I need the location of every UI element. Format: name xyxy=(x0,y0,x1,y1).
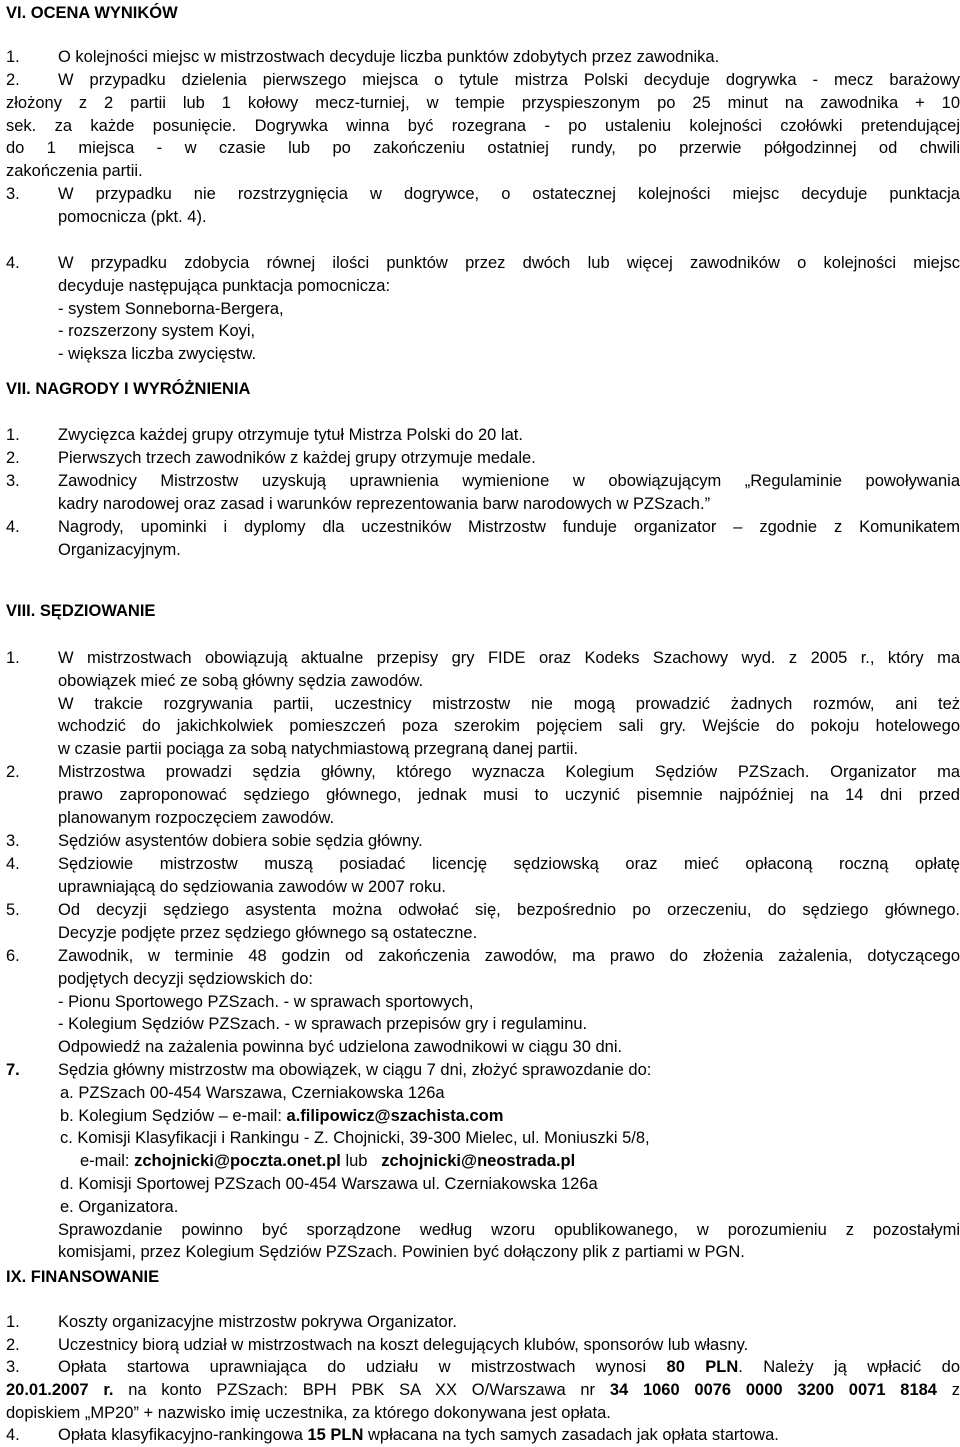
item-text-line: kadry narodowej oraz zasad i warunków reprezentowania barw narodowych w PZSzach.” xyxy=(58,494,711,513)
item-text-line: Mistrzostwa prowadzi sędzia główny, którego wyznacza Kolegium Sędziów PZSzach. Organizator ma xyxy=(58,763,960,781)
item-number: 1. xyxy=(6,649,20,667)
fee-text: wpłacana na tych samych zasadach jak opłata startowa. xyxy=(363,1426,779,1444)
list-item-7-3 xyxy=(6,470,960,516)
list-item-6-1 xyxy=(6,46,960,69)
item-text-line: W przypadku zdobycia równej ilości punktów przez dwóch lub więcej zawodników o kolejności miejsc xyxy=(58,254,960,272)
recipient-e: e. Organizatora. xyxy=(60,1197,179,1216)
item-text-line: - system Sonneborna-Bergera, xyxy=(58,299,284,318)
list-item-9-4 xyxy=(6,1424,960,1447)
list-item-9-3 xyxy=(6,1356,960,1424)
fee-amount: 80 PLN xyxy=(666,1358,739,1376)
item-text-line: Sędzia główny mistrzostw ma obowiązek, w ciągu 7 dni, złożyć sprawozdanie do: xyxy=(58,1061,652,1079)
list-item-9-2 xyxy=(6,1334,960,1357)
item-text-line: Decyzje podjęte przez sędziego głównego są ostateczne. xyxy=(58,923,478,942)
section-heading-9: IX. FINANSOWANIE xyxy=(6,1268,160,1286)
item-text-line: podjętych decyzji sędziowskich do: xyxy=(58,969,313,988)
fee-text: Opłata klasyfikacyjno-rankingowa xyxy=(58,1426,308,1444)
list-item-9-1 xyxy=(6,1311,960,1334)
list-item-6-2 xyxy=(6,69,960,183)
item-text-line: W mistrzostwach obowiązują aktualne przepisy gry FIDE oraz Kodeks Szachowy wyd. z 2005 r., który ma xyxy=(58,649,960,667)
item-number: 5. xyxy=(6,901,20,919)
item-text-line: Nagrody, upominki i dyplomy dla uczestników Mistrzostw funduje organizator – zgodnie z Komunikatem xyxy=(58,518,960,536)
fee-text: Opłata startowa uprawniająca do udziału w mistrzostwach wynosi xyxy=(58,1358,667,1376)
or-text: lub xyxy=(340,1152,382,1171)
item-number: 4. xyxy=(6,518,20,536)
item-text-line: zakończenia partii. xyxy=(6,162,143,181)
item-text-line: obowiązek mieć ze sobą główny sędzia zawodów. xyxy=(58,671,424,690)
list-item-7-2 xyxy=(6,447,960,470)
item-number: 2. xyxy=(6,449,20,467)
item-number: 4. xyxy=(6,855,20,873)
item-text-line: uprawniającą do sędziowania zawodów w 2007 roku. xyxy=(58,877,446,896)
item-text-line: Zawodnicy Mistrzostw uzyskują uprawnienia wymienione w obowiązującym „Regulaminie powoływania xyxy=(58,472,960,490)
item-number: 2. xyxy=(6,763,20,781)
recipient-a: a. PZSzach 00-454 Warszawa, Czerniakowska 126a xyxy=(60,1083,445,1102)
item-text-line: - Kolegium Sędziów PZSzach. - w sprawach przepisów gry i regulaminu. xyxy=(58,1015,588,1034)
item-text: O kolejności miejsc w mistrzostwach decyduje liczba punktów zdobytych przez zawodnika. xyxy=(58,48,720,66)
item-number: 7. xyxy=(6,1061,20,1079)
list-item-6-3 xyxy=(6,183,960,229)
email-link[interactable]: zchojnicki@neostrada.pl xyxy=(381,1152,576,1171)
item-text-line: do 1 miejsca - w czasie lub po zakończeniu ostatniej rundy, po przerwie półgodzinnej od chwili xyxy=(6,139,960,158)
item-text-line: prawo zaproponować sędziego głównego, jednak musi to uczynić pisemnie najpóźniej na 14 dni przed xyxy=(58,785,960,804)
section-heading-7: VII. NAGRODY I WYRÓŻNIENIA xyxy=(6,380,251,398)
item-text-line xyxy=(6,1379,960,1402)
recipient-b xyxy=(58,1105,960,1128)
item-text-line: Zawodnik, w terminie 48 godzin od zakończenia zawodów, ma prawo do złożenia zażalenia, dotyczącego xyxy=(58,947,960,965)
section-heading-6: VI. OCENA WYNIKÓW xyxy=(6,4,178,22)
item-text: Koszty organizacyjne mistrzostw pokrywa Organizator. xyxy=(58,1313,457,1331)
account-text: na konto PZSzach: BPH PBK SA XX O/Warszawa nr xyxy=(113,1380,610,1399)
section-heading-8: VIII. SĘDZIOWANIE xyxy=(6,602,156,620)
item-number: 1. xyxy=(6,1313,20,1331)
fee-text: . Należy ją wpłacić do xyxy=(738,1358,960,1376)
item-text-line xyxy=(58,1356,960,1379)
item-text-line: W przypadku nie rozstrzygnięcia w dogrywce, o ostatecznej kolejności miejsc decyduje punktacja xyxy=(58,185,960,203)
list-item-8-1 xyxy=(6,647,960,761)
item-text-line: Sprawozdanie powinno być sporządzone według wzoru opublikowanego, w porozumieniu z pozostałymi xyxy=(58,1220,960,1239)
item-number: 4. xyxy=(6,1426,20,1444)
list-item-8-3 xyxy=(6,830,960,853)
item-number: 3. xyxy=(6,832,20,850)
fee-amount: 15 PLN xyxy=(307,1426,364,1444)
item-number: 1. xyxy=(6,48,20,66)
email-link[interactable]: a.filipowicz@szachista.com xyxy=(286,1106,504,1125)
email-label: e-mail: xyxy=(80,1152,135,1171)
item-text-line: Sędziowie mistrzostw muszą posiadać licencję sędziowską oraz mieć opłaconą roczną opłatę xyxy=(58,855,960,873)
item-text-line: - Pionu Sportowego PZSzach. - w sprawach sportowych, xyxy=(58,992,474,1011)
recipient-d: d. Komisji Sportowej PZSzach 00-454 Warszawa ul. Czerniakowska 126a xyxy=(60,1174,598,1193)
item-text-line: komisjami, przez Kolegium Sędziów PZSzach. Powinien być dołączony plik z partiami w PGN. xyxy=(58,1243,745,1262)
item-text-line: Organizacyjnym. xyxy=(58,540,181,559)
item-text-line: w czasie partii pociąga za sobą natychmiastową przegraną danej partii. xyxy=(58,740,579,759)
list-item-8-5 xyxy=(6,899,960,945)
item-text-line: dopiskiem „MP20” + nazwisko imię uczestnika, za którego dokonywana jest opłata. xyxy=(6,1403,611,1422)
item-text-line: - rozszerzony system Koyi, xyxy=(58,322,256,341)
item-text-line: wchodzić do jakichkolwiek pomieszczeń poza szerokim pojęciem sali gry. Wejście do pokoju hotelowego xyxy=(58,717,960,736)
account-number: 34 1060 0076 0000 3200 0071 8184 xyxy=(609,1380,937,1399)
recipient-c: c. Komisji Klasyfikacji i Rankingu - Z. Chojnicki, 39-300 Mielec, ul. Moniuszki 5/8, xyxy=(60,1129,650,1148)
item-text-line: planowanym rozpoczęciem zawodów. xyxy=(58,808,335,827)
item-number: 3. xyxy=(6,472,20,490)
list-item-8-7 xyxy=(6,1059,960,1264)
item-text-line: - większa liczba zwycięstw. xyxy=(58,345,257,364)
item-text-line: decyduje następująca punktacja pomocnicza: xyxy=(58,276,391,295)
item-text: Uczestnicy biorą udział w mistrzostwach na koszt delegujących klubów, sponsorów lub własny. xyxy=(58,1336,749,1354)
item-text-line: Odpowiedź na zażalenia powinna być udzielona zawodnikowi w ciągu 30 dni. xyxy=(58,1038,623,1057)
email-link[interactable]: zchojnicki@poczta.onet.pl xyxy=(134,1152,341,1171)
item-text-line: złożony z 2 partii lub 1 kołowy mecz-turniej, w tempie przyspieszonym po 25 minut na zawodnika + 10 xyxy=(6,93,960,112)
item-number: 1. xyxy=(6,426,20,444)
item-text-line: W trakcie rozgrywania partii, uczestnicy mistrzostw nie mogą prowadzić żadnych rozmów, ani też xyxy=(58,694,960,713)
item-text-line: Od decyzji sędziego asystenta można odwołać się, bezpośrednio po orzeczeniu, do sędziego głównego. xyxy=(58,901,960,919)
account-text: z xyxy=(936,1380,960,1399)
item-text-line: W przypadku dzielenia pierwszego miejsca o tytule mistrza Polski decyduje dogrywka - mecz barażowy xyxy=(58,71,960,89)
recipient-b-label: b. Kolegium Sędziów – e-mail: xyxy=(60,1106,287,1125)
item-number: 3. xyxy=(6,185,20,203)
list-item-8-6 xyxy=(6,945,960,1059)
item-text: Sędziów asystentów dobiera sobie sędzia główny. xyxy=(58,832,423,850)
item-text-line: pomocnicza (pkt. 4). xyxy=(58,207,207,226)
item-text: Pierwszych trzech zawodników z każdej grupy otrzymuje medale. xyxy=(58,449,536,467)
item-number: 6. xyxy=(6,947,20,965)
deadline-date: 20.01.2007 r. xyxy=(6,1380,114,1399)
list-item-7-1 xyxy=(6,424,960,447)
list-item-7-4 xyxy=(6,516,960,562)
item-text-line: sek. za każde posunięcie. Dogrywka winna być rozegrana - po ustaleniu kolejności czołówki pretendującej xyxy=(6,116,960,135)
list-item-8-2 xyxy=(6,761,960,829)
item-text-line xyxy=(58,1424,960,1447)
recipient-c-email xyxy=(58,1150,960,1173)
item-number: 2. xyxy=(6,1336,20,1354)
list-item-8-4 xyxy=(6,853,960,899)
list-item-6-4 xyxy=(6,252,960,366)
item-text: Zwycięzca każdej grupy otrzymuje tytuł Mistrza Polski do 20 lat. xyxy=(58,426,523,444)
item-number: 4. xyxy=(6,254,20,272)
item-number: 3. xyxy=(6,1358,20,1376)
item-number: 2. xyxy=(6,71,20,89)
